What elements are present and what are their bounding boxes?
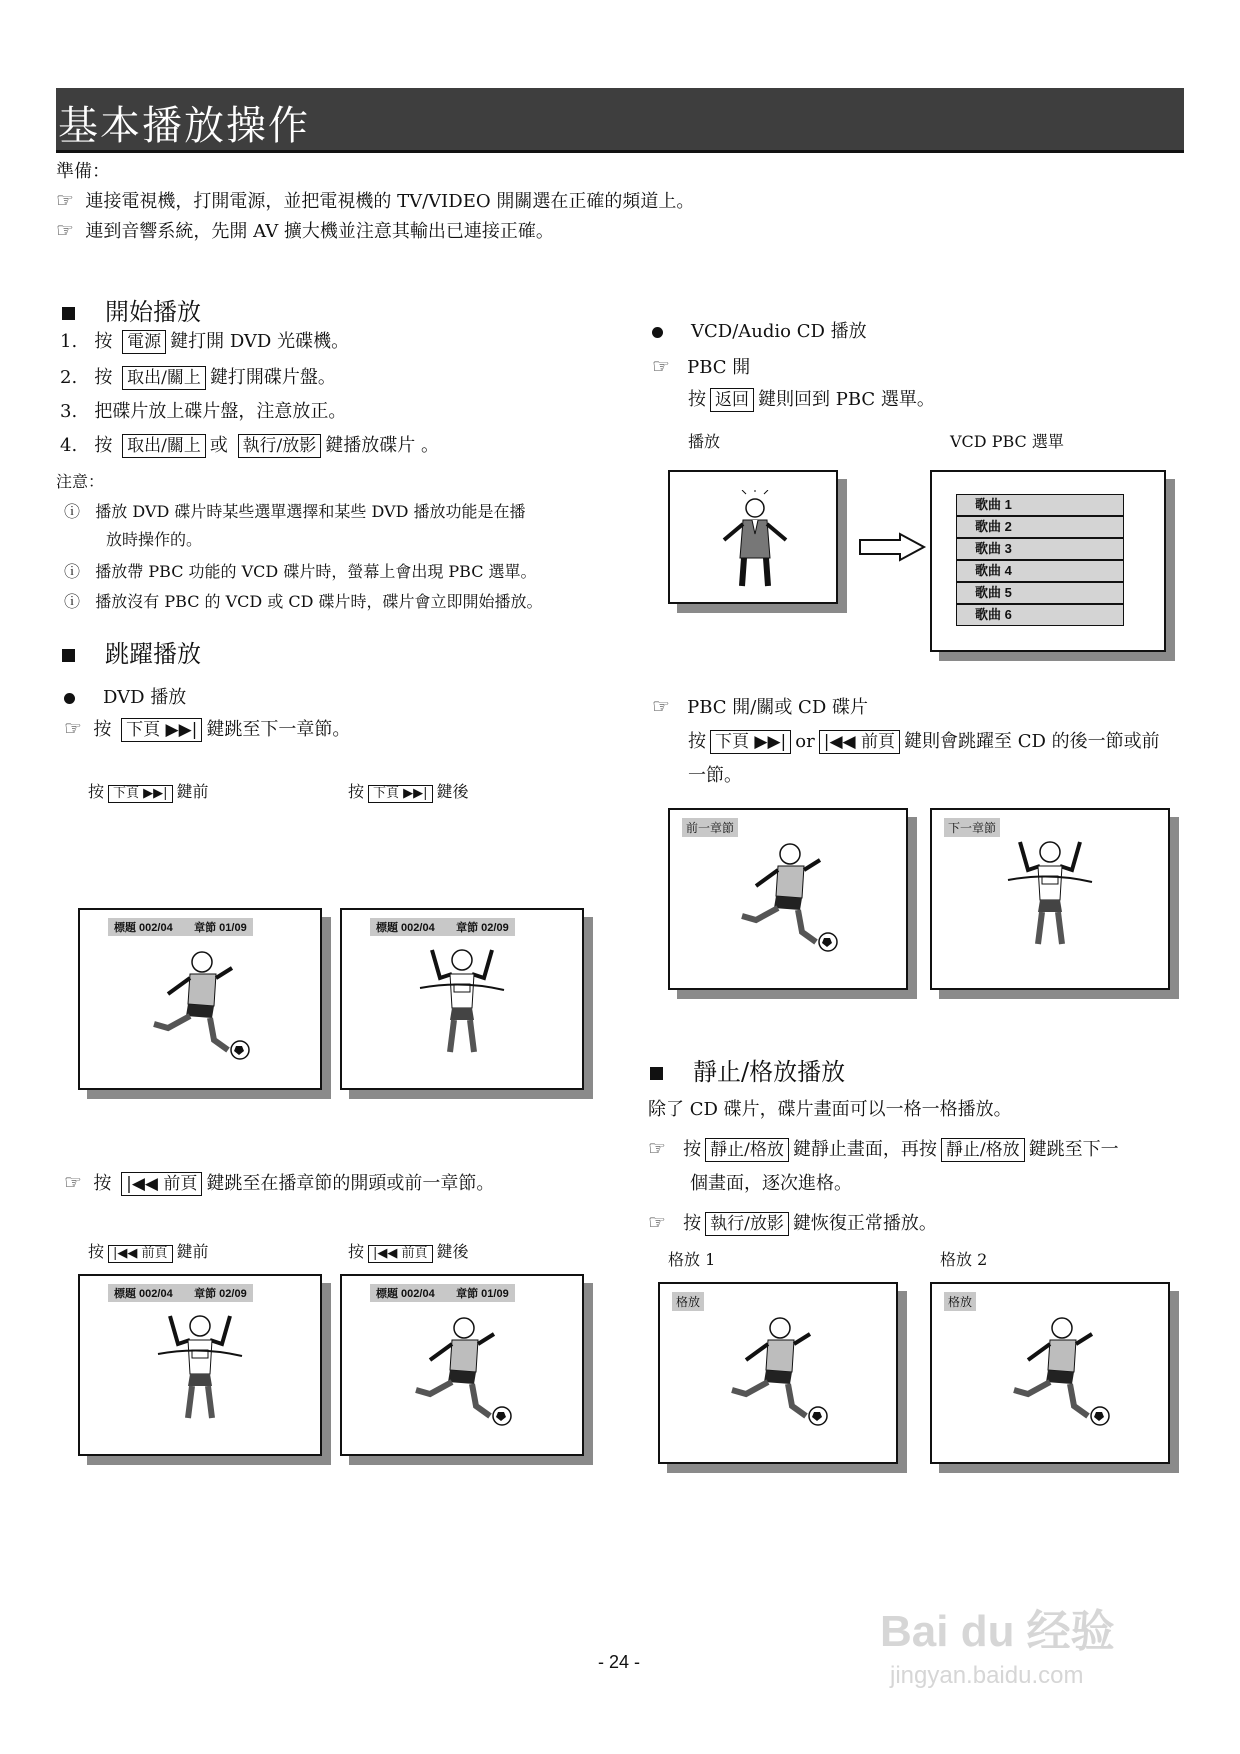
round-bullet-icon: [652, 327, 663, 338]
osd-bar: 標題 002/04 章節 02/09: [370, 918, 515, 936]
screen-vcd-prev: [668, 808, 908, 990]
screen-step-1: [658, 1282, 898, 1464]
caption-next-before: 按 下頁 ▶▶| 鍵前: [88, 782, 209, 801]
still-key: 靜止/格放: [705, 1138, 789, 1162]
osd-bar: 格放: [672, 1292, 704, 1311]
prev-key: |◀◀ 前頁: [819, 730, 900, 754]
section-start-heading: 開始播放: [62, 292, 201, 327]
start-step-3: 3. 把碟片放上碟片盤，注意放正。: [60, 401, 347, 422]
note-1: ⓘ 播放 DVD 碟片時某些選單選擇和某些 DVD 播放功能是在播: [64, 502, 526, 521]
info-icon: ⓘ: [64, 592, 81, 611]
still-key: 靜止/格放: [941, 1138, 1025, 1162]
right-arrow-icon: [858, 532, 928, 562]
screen-pbc-menu: [930, 470, 1166, 652]
still-line-1-cont: 個畫面，逐次進格。: [690, 1173, 852, 1194]
play-key: 執行/放影: [238, 434, 322, 458]
hand-pointer-icon: ☞: [648, 1210, 666, 1234]
still-line-1: ☞ 按 靜止/格放 鍵靜止畫面，再按 靜止/格放 鍵跳至下一: [648, 1136, 1119, 1160]
eject-key: 取出/關上: [122, 366, 206, 390]
watermark-brand: Bai du 经验: [880, 1607, 1115, 1656]
caption-play: 播放: [688, 432, 721, 451]
skip-next-line: ☞ 按 下頁 ▶▶| 鍵跳至下一章節。: [64, 716, 351, 740]
hand-pointer-icon: ☞: [652, 354, 670, 378]
menu-item[interactable]: 歌曲 5: [956, 582, 1124, 604]
soccer-player-kicking-illustration: [1000, 1310, 1120, 1430]
osd-bar: 下一章節: [944, 818, 1000, 837]
start-step-4: 4. 按 取出/關上 或 執行/放影 鍵播放碟片 。: [60, 435, 440, 456]
prev-key: |◀◀ 前頁: [121, 1172, 202, 1196]
screen-dvd-4: [340, 1274, 584, 1456]
soccer-player-kicking-illustration: [402, 1310, 522, 1430]
screen-vcd-next: [930, 808, 1170, 990]
soccer-player-kicking-illustration: [140, 944, 260, 1064]
menu-item[interactable]: 歌曲 6: [956, 604, 1124, 626]
hand-pointer-icon: ☞: [64, 716, 82, 740]
info-icon: ⓘ: [64, 502, 81, 521]
runner-finish-line-illustration: [412, 944, 512, 1064]
osd-bar: 標題 002/04 章節 02/09: [108, 1284, 253, 1302]
return-key: 返回: [710, 388, 754, 412]
square-bullet-icon: [62, 307, 75, 320]
eject-key: 取出/關上: [122, 434, 206, 458]
play-key: 執行/放影: [705, 1212, 789, 1236]
hand-pointer-icon: ☞: [56, 218, 74, 242]
osd-bar: 標題 002/04 章節 01/09: [108, 918, 253, 936]
pbc-off-line: 按 下頁 ▶▶| or |◀◀ 前頁 鍵則會跳躍至 CD 的後一節或前: [688, 731, 1160, 752]
dvd-label: DVD 播放: [64, 686, 186, 710]
round-bullet-icon: [64, 693, 75, 704]
hand-pointer-icon: ☞: [64, 1170, 82, 1194]
osd-bar: 格放: [944, 1292, 976, 1311]
menu-item[interactable]: 歌曲 4: [956, 560, 1124, 582]
pbc-on-line: 按 返回 鍵則回到 PBC 選單。: [688, 389, 935, 410]
pbc-off-label: ☞ PBC 開/關或 CD 碟片: [652, 694, 868, 718]
screen-dvd-2: [340, 908, 584, 1090]
pbc-on-label: ☞ PBC 開: [652, 354, 751, 378]
prep-label: 準備：: [56, 161, 110, 182]
osd-bar: 前一章節: [682, 818, 738, 837]
screen-vcd-play: [668, 470, 838, 604]
note-label: 注意：: [56, 472, 105, 491]
menu-item[interactable]: 歌曲 3: [956, 538, 1124, 560]
menu-item[interactable]: 歌曲 1: [956, 494, 1124, 516]
page-number: - 24 -: [598, 1652, 641, 1672]
prep-item-2: ☞ 連到音響系統，先開 AV 擴大機並注意其輸出已連接正確。: [56, 218, 554, 242]
square-bullet-icon: [650, 1067, 663, 1080]
caption-prev-after: 按 |◀◀ 前頁 鍵後: [348, 1242, 469, 1261]
start-step-1: 1. 按 電源 鍵打開 DVD 光碟機。: [60, 331, 350, 352]
pbc-off-line-cont: 一節。: [688, 765, 742, 786]
section-skip-heading: 跳躍播放: [62, 634, 201, 669]
osd-bar: 標題 002/04 章節 01/09: [370, 1284, 515, 1302]
skip-prev-line: ☞ 按 |◀◀ 前頁 鍵跳至在播章節的開頭或前一章節。: [64, 1170, 495, 1194]
caption-next-after: 按 下頁 ▶▶| 鍵後: [348, 782, 469, 801]
screen-dvd-1: [78, 908, 322, 1090]
runner-finish-line-illustration: [150, 1310, 250, 1430]
note-2: ⓘ 播放帶 PBC 功能的 VCD 碟片時，螢幕上會出現 PBC 選單。: [64, 562, 537, 581]
info-icon: ⓘ: [64, 562, 81, 581]
pbc-menu-list: [956, 494, 1124, 626]
soccer-player-kicking-illustration: [718, 1310, 838, 1430]
caption-step-2: 格放 2: [940, 1250, 988, 1269]
page-title: 基本播放操作: [58, 103, 310, 149]
hand-pointer-icon: ☞: [648, 1136, 666, 1160]
note-3: ⓘ 播放沒有 PBC 的 VCD 或 CD 碟片時，碟片會立即開始播放。: [64, 592, 543, 611]
soccer-player-kicking-illustration: [728, 836, 848, 956]
square-bullet-icon: [62, 649, 75, 662]
next-key: 下頁 ▶▶|: [121, 718, 202, 742]
caption-step-1: 格放 1: [668, 1250, 716, 1269]
still-line-2: ☞ 按 執行/放影 鍵恢復正常播放。: [648, 1210, 937, 1234]
screen-step-2: [930, 1282, 1170, 1464]
note-1-cont: 放時操作的。: [106, 530, 203, 549]
runner-finish-line-illustration: [1000, 836, 1100, 956]
menu-item[interactable]: 歌曲 2: [956, 516, 1124, 538]
hand-pointer-icon: ☞: [652, 694, 670, 718]
next-key: 下頁 ▶▶|: [710, 730, 791, 754]
power-key: 電源: [122, 330, 166, 354]
vcd-heading: VCD/Audio CD 播放: [652, 320, 867, 344]
hand-pointer-icon: ☞: [56, 188, 74, 212]
page-title-bar: [56, 88, 1184, 153]
watermark-url: jingyan.baidu.com: [890, 1662, 1084, 1689]
start-step-2: 2. 按 取出/關上 鍵打開碟片盤。: [60, 367, 336, 388]
still-intro: 除了 CD 碟片，碟片畫面可以一格一格播放。: [648, 1099, 1012, 1120]
caption-pbc-menu: VCD PBC 選單: [950, 432, 1064, 451]
prep-item-1: ☞ 連接電視機，打開電源，並把電視機的 TV/VIDEO 開關選在正確的頻道上。: [56, 188, 695, 212]
caption-prev-before: 按 |◀◀ 前頁 鍵前: [88, 1242, 209, 1261]
screen-dvd-3: [78, 1274, 322, 1456]
section-still-heading: 靜止/格放播放: [650, 1052, 845, 1087]
man-presenting-illustration: [710, 490, 800, 590]
